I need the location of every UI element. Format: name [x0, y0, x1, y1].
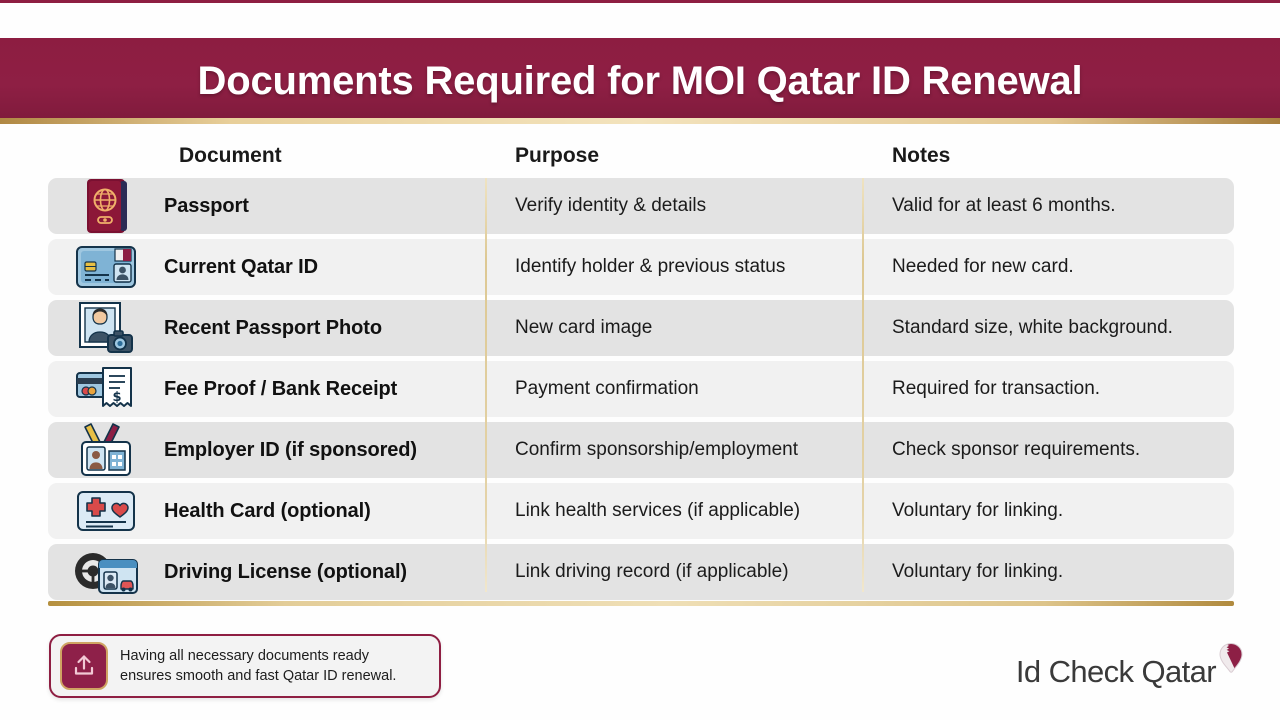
- document-label: Recent Passport Photo: [164, 316, 382, 339]
- column-divider-2: [862, 178, 864, 592]
- document-label: Employer ID (if sponsored): [164, 438, 417, 461]
- cell-notes: Standard size, white background.: [892, 317, 1173, 338]
- passport-photo-icon: [48, 300, 164, 356]
- cell-notes: Valid for at least 6 months.: [892, 195, 1116, 216]
- qatar-id-card-icon: [48, 239, 164, 295]
- title-banner: [0, 38, 1280, 124]
- table-row: [48, 422, 1234, 478]
- driving-license-icon: [48, 544, 164, 600]
- employer-badge-icon: [48, 422, 164, 478]
- tip-text: [120, 646, 396, 686]
- svg-text:$: $: [112, 390, 122, 405]
- top-accent-line: [0, 0, 1280, 3]
- qatar-flag-pin-icon: [1218, 642, 1244, 679]
- table-row: [48, 300, 1234, 356]
- tip-line-2: ensures smooth and fast Qatar ID renewal.: [120, 668, 397, 684]
- tip-callout: [49, 634, 441, 698]
- cell-document: [48, 483, 500, 539]
- table-row: [48, 239, 1234, 295]
- document-label: Current Qatar ID: [164, 255, 318, 278]
- cell-purpose: Confirm sponsorship/employment: [515, 439, 799, 460]
- header-notes: Notes: [892, 144, 951, 167]
- tip-line-1: Having all necessary documents ready: [120, 648, 370, 664]
- cell-document: [48, 544, 500, 600]
- page-title: Documents Required for MOI Qatar ID Renewal: [197, 58, 1083, 103]
- cell-notes: Voluntary for linking.: [892, 561, 1064, 582]
- table-row: [48, 544, 1234, 600]
- brand-logo: [1016, 656, 1244, 687]
- header-purpose: Purpose: [515, 144, 600, 167]
- cell-purpose: Verify identity & details: [515, 195, 707, 216]
- document-label: Health Card (optional): [164, 499, 371, 522]
- passport-icon: [48, 178, 164, 234]
- cell-purpose: Identify holder & previous status: [515, 256, 786, 277]
- cell-purpose: Link driving record (if applicable): [515, 561, 789, 582]
- table-row: [48, 361, 1234, 417]
- cell-notes: Voluntary for linking.: [892, 500, 1064, 521]
- cell-notes: Required for transaction.: [892, 378, 1101, 399]
- bank-receipt-icon: [48, 361, 164, 417]
- document-label: Passport: [164, 194, 249, 217]
- column-divider-1: [485, 178, 487, 592]
- upload-icon: [60, 642, 108, 690]
- table-row: [48, 178, 1234, 234]
- requirements-table: [48, 134, 1234, 605]
- table-header-row: [48, 134, 1234, 178]
- document-label: Fee Proof / Bank Receipt: [164, 377, 398, 400]
- cell-notes: Check sponsor requirements.: [892, 439, 1141, 460]
- cell-purpose: Payment confirmation: [515, 378, 699, 399]
- brand-name: Id Check Qatar: [1015, 654, 1216, 689]
- table-bottom-rule: [48, 601, 1234, 606]
- banner-gold-underline: [0, 118, 1280, 124]
- cell-document: [48, 422, 500, 478]
- cell-document: [48, 239, 500, 295]
- cell-document: [48, 361, 500, 417]
- cell-document: [48, 300, 500, 356]
- header-document: Document: [179, 144, 282, 167]
- table-row: [48, 483, 1234, 539]
- cell-purpose: New card image: [515, 317, 653, 338]
- cell-purpose: Link health services (if applicable): [515, 500, 801, 521]
- document-label: Driving License (optional): [164, 560, 407, 583]
- cell-notes: Needed for new card.: [892, 256, 1074, 277]
- cell-document: [48, 178, 500, 234]
- health-card-icon: [48, 483, 164, 539]
